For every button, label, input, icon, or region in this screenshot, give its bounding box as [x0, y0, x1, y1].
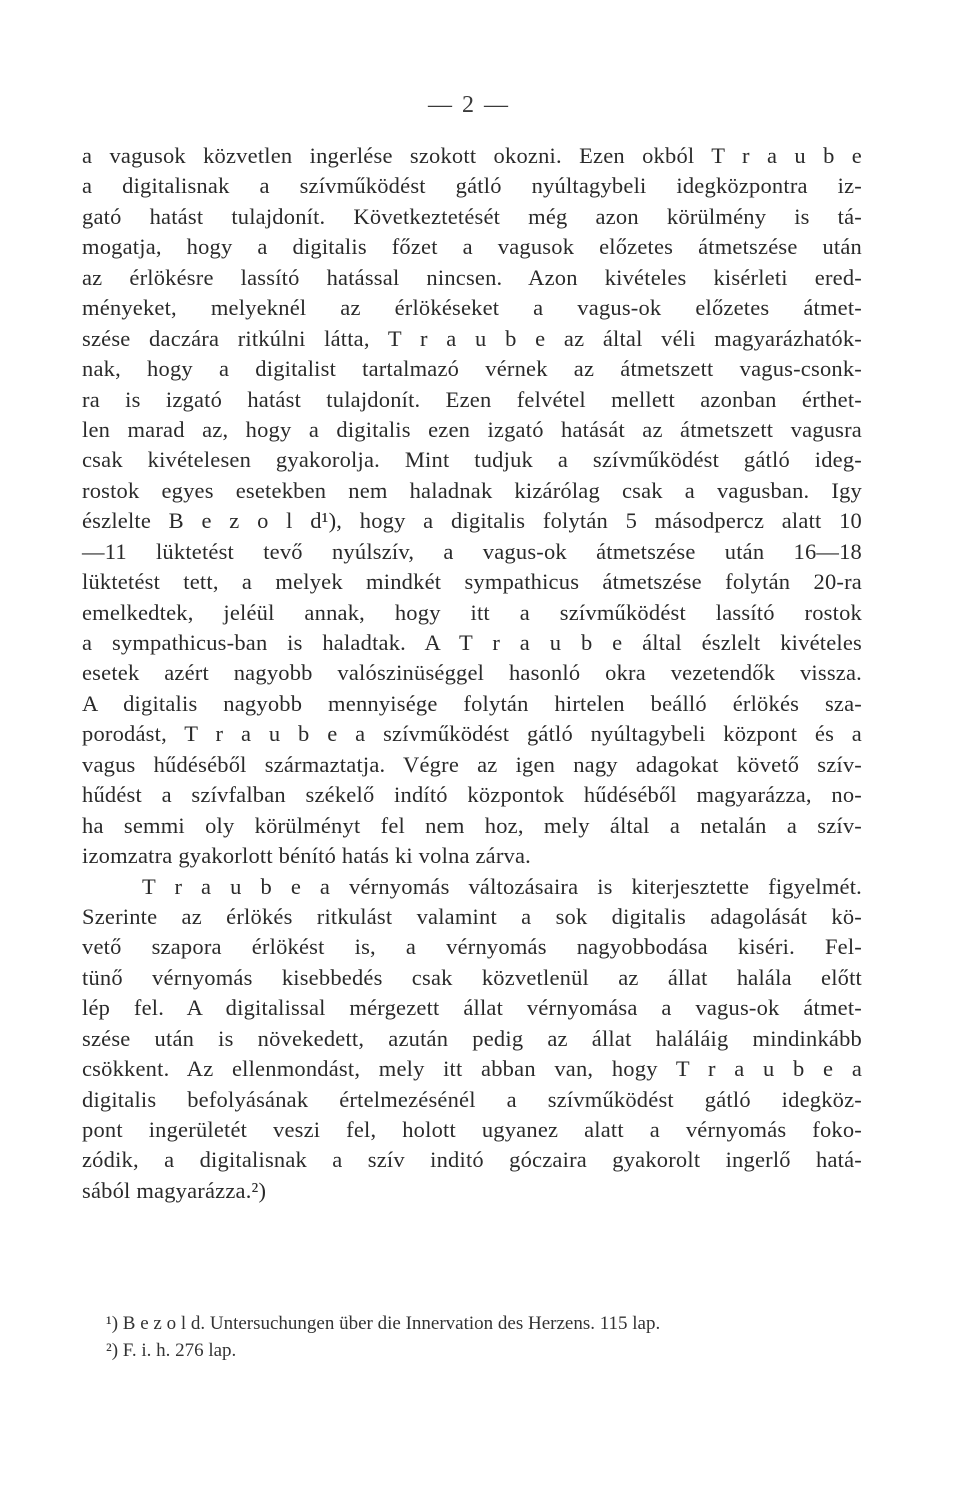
text-line: hűdést a szívfalban székelő indító központok hűdéséből magyarázza, no- [82, 782, 862, 808]
text-line: az érlökésre lassító hatással nincsen. Azon kivételes kisérleti ered- [82, 264, 862, 290]
text-line: lüktetést tett, a melyek mindkét sympathicus átmetszése folytán 20-ra [82, 569, 862, 595]
text-line: rostok egyes esetekben nem haladnak kizárólag csak a vagusban. Igy [82, 477, 862, 503]
text-line: ha semmi oly körülményt fel nem hoz, mely által a netalán a szív- [82, 812, 862, 838]
text-line: a sympathicus-ban is haladtak. A T r a u b e által észlelt kivételes [82, 630, 862, 655]
footnotes [106, 1310, 866, 1364]
text-line: emelkedtek, jeléül annak, hogy itt a szívműködést lassító rostok [82, 599, 862, 625]
text-line: izomzatra gyakorlott bénító hatás ki volna zárva. [82, 843, 532, 869]
text-line: a digitalisnak a szívműködést gátló nyúltagybeli idegközpontra iz- [82, 173, 862, 199]
text-line: mogatja, hogy a digitalis főzet a vagusok előzetes átmetszése után [82, 234, 862, 260]
text-line: észlelte B e z o l d¹), hogy a digitalis folytán 5 másodpercz alatt 10 [82, 508, 862, 534]
text-line: digitalis befolyásának értelmezésénél a szívműködést gátló idegköz- [82, 1086, 862, 1112]
text-line: a vagusok közvetlen ingerlése szokott okozni. Ezen okból T r a u b e [82, 143, 862, 168]
text-line: szése után is növekedett, azután pedig az állat haláláig mindinkább [82, 1025, 862, 1051]
text-line: —11 lüktetést tevő nyúlszív, a vagus-ok átmetszése után 16—18 [82, 538, 862, 564]
text-line: gató hatást tulajdonít. Következtetését még azon körülmény is tá- [82, 203, 862, 229]
text-line: Szerinte az érlökés ritkulást valamint a sok digitalis adagolását kö- [82, 903, 862, 929]
text-line: ményeket, melyeknél az érlökéseket a vagus-ok előzetes átmet- [82, 295, 862, 321]
text-line: T r a u b e a vérnyomás változásaira is kiterjesztette figyelmét. [142, 873, 862, 899]
text-line: nak, hogy a digitalist tartalmazó vérnek az átmetszett vagus-csonk- [82, 356, 862, 382]
footnote: ²) F. i. h. 276 lap. [106, 1340, 237, 1361]
text-line: tünő vérnyomás kisebbedés csak közvetlenül az állat halála előtt [82, 964, 862, 990]
text-line: ra is izgató hatást tulajdonít. Ezen felvétel mellett azonban érthet- [82, 386, 862, 412]
footnote: ¹) B e z o l d. Untersuchungen über die Innervation des Herzens. 115 lap. [106, 1313, 661, 1334]
text-line: len marad az, hogy a digitalis ezen izgató hatását az átmetszett vagusra [82, 416, 862, 442]
text-line: zódik, a digitalisnak a szív inditó góczaira gyakorolt ingerlő hatá- [82, 1147, 862, 1173]
body-text [82, 141, 862, 1206]
text-line: vagus hűdéséből származtatja. Végre az igen nagy adagokat követő szív- [82, 751, 862, 777]
text-line: esetek azért nagyobb valószinüséggel hasonló okra vezetendők vissza. [82, 660, 862, 686]
text-line: porodást, T r a u b e a szívműködést gátló nyúltagybeli központ és a [82, 721, 862, 747]
text-line: csak kivételesen gyakorolja. Mint tudjuk a szívműködést gátló ideg- [82, 447, 862, 473]
text-line: csökkent. Az ellenmondást, mely itt abban van, hogy T r a u b e a [82, 1056, 862, 1082]
text-line: pont ingerületét veszi fel, holott ugyanez alatt a vérnyomás foko- [82, 1117, 862, 1142]
text-line: vető szapora érlökést is, a vérnyomás nagyobbodása kiséri. Fel- [82, 934, 862, 960]
text-line: szése daczára ritkúlni látta, T r a u b e az által véli magyarázhatók- [82, 325, 862, 351]
text-line: lép fel. A digitalissal mérgezett állat vérnyomása a vagus-ok átmet- [82, 995, 862, 1021]
text-line: A digitalis nagyobb mennyisége folytán hirtelen beálló érlökés sza- [82, 690, 862, 716]
text-line: sából magyarázza.²) [82, 1177, 267, 1203]
page-number: — 2 — [428, 92, 510, 118]
